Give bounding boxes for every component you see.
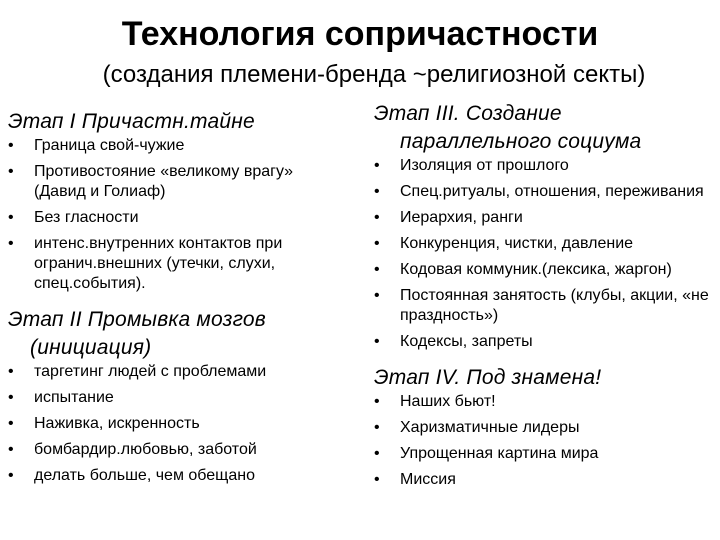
list-item: • Упрощенная картина мира bbox=[374, 445, 599, 462]
bullet-icon: • bbox=[374, 333, 380, 350]
list-item: • Наших бьют! bbox=[374, 393, 496, 410]
page-title: Технология сопричастности bbox=[121, 15, 599, 53]
bullet-icon: • bbox=[374, 445, 380, 462]
bullet-icon: • bbox=[8, 137, 14, 154]
list-item: • испытание bbox=[8, 389, 114, 406]
list-item: • Наживка, искренность bbox=[8, 415, 200, 432]
stage-3-heading: Этап III. Создание параллельного социума bbox=[374, 102, 642, 153]
list-item: • Постоянная занятость (клубы, акции, «не праздность») bbox=[374, 287, 709, 324]
bullet-icon: • bbox=[8, 467, 14, 484]
list-item: • бомбардир.любовью, заботой bbox=[8, 441, 257, 458]
stage-2-list bbox=[8, 362, 348, 486]
list-item: • Харизматичные лидеры bbox=[374, 419, 580, 436]
right-column bbox=[374, 100, 718, 496]
list-item: • Иерархия, ранги bbox=[374, 209, 523, 226]
list-item: • Миссия bbox=[374, 471, 456, 488]
list-item: • Кодовая коммуник.(лексика, жаргон) bbox=[374, 261, 672, 278]
bullet-icon: • bbox=[8, 163, 14, 180]
bullet-icon: • bbox=[374, 419, 380, 436]
bullet-icon: • bbox=[8, 363, 14, 380]
bullet-icon: • bbox=[374, 157, 380, 174]
list-item: • делать больше, чем обещано bbox=[8, 467, 255, 484]
list-item: • интенс.внутренних контактов при огранич.внешних (утечки, слухи, спец.события). bbox=[8, 235, 283, 292]
bullet-icon: • bbox=[374, 261, 380, 278]
bullet-icon: • bbox=[8, 235, 14, 252]
list-item: • Граница свой-чужие bbox=[8, 137, 185, 154]
list-item: • Изоляция от прошлого bbox=[374, 157, 569, 174]
list-item: • Спец.ритуалы, отношения, переживания bbox=[374, 183, 704, 200]
bullet-icon: • bbox=[8, 415, 14, 432]
stage-1-list bbox=[8, 136, 348, 294]
bullet-icon: • bbox=[374, 287, 380, 304]
bullet-icon: • bbox=[8, 209, 14, 226]
left-column bbox=[8, 108, 348, 492]
stage-2-heading: Этап II Промывка мозгов (инициация) bbox=[8, 308, 266, 359]
list-item: • Кодексы, запреты bbox=[374, 333, 533, 350]
stage-1-heading: Этап I Причастн.тайне bbox=[8, 110, 255, 133]
list-item: • таргетинг людей с проблемами bbox=[8, 363, 267, 380]
stage-4-list bbox=[374, 392, 718, 490]
bullet-icon: • bbox=[374, 209, 380, 226]
bullet-icon: • bbox=[8, 441, 14, 458]
list-item: • Конкуренция, чистки, давление bbox=[374, 235, 634, 252]
bullet-icon: • bbox=[374, 183, 380, 200]
list-item: • Без гласности bbox=[8, 209, 139, 226]
bullet-icon: • bbox=[374, 471, 380, 488]
page-subtitle: (создания племени-бренда ~религиозной секты) bbox=[102, 61, 646, 88]
bullet-icon: • bbox=[374, 235, 380, 252]
stage-4-heading: Этап IV. Под знамена! bbox=[374, 366, 602, 389]
stage-3-list bbox=[374, 156, 718, 352]
list-item: • Противостояние «великому врагу» (Давид и Голиаф) bbox=[8, 163, 294, 200]
bullet-icon: • bbox=[8, 389, 14, 406]
bullet-icon: • bbox=[374, 393, 380, 410]
